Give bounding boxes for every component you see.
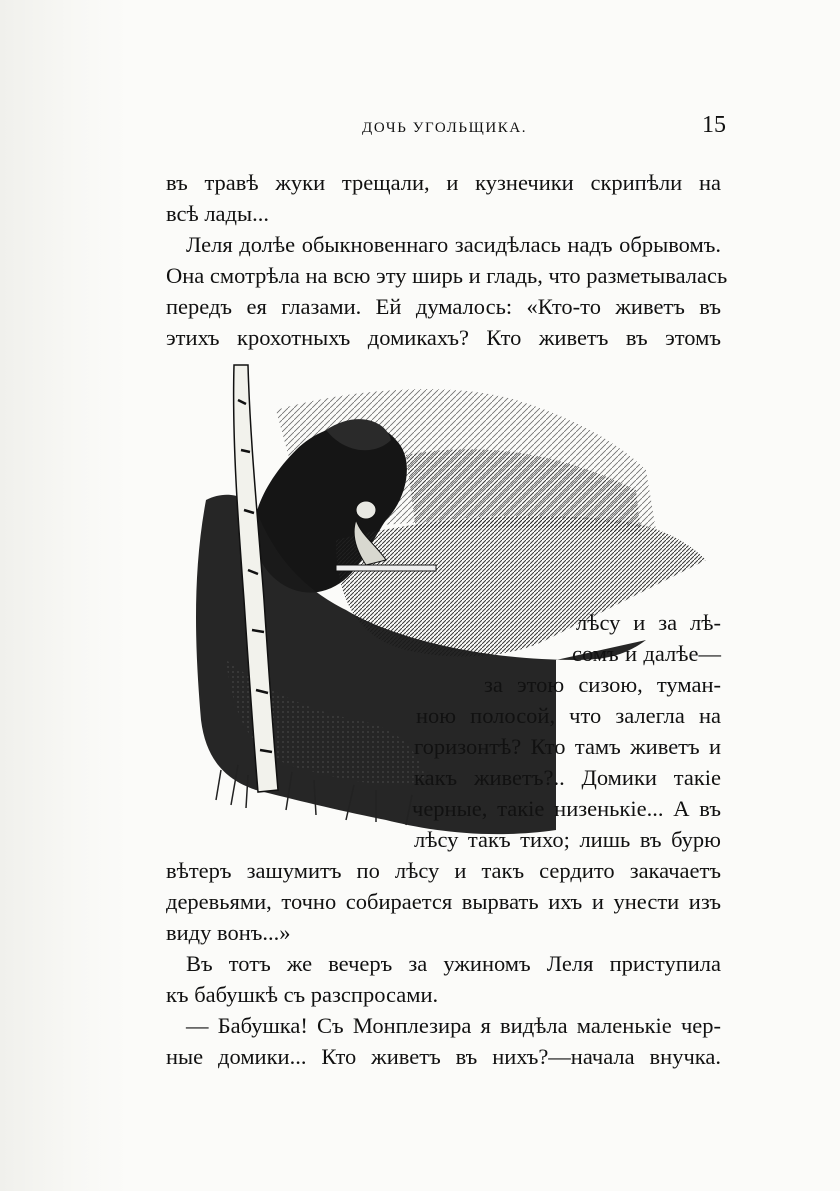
text-line: Она смотрѣла на всю эту ширь и гладь, что разметывалась	[166, 263, 728, 288]
text-line: черные, такіе низенькіе... А въ	[412, 796, 721, 821]
text-line: деревьями, точно собирается вырвать ихъ и унести изъ	[166, 889, 721, 914]
text-line: къ бабушкѣ съ разспросами.	[166, 982, 439, 1007]
text-line: этихъ крохотныхъ домикахъ? Кто живетъ въ этомъ	[166, 325, 721, 350]
text-line: вѣтеръ зашумитъ по лѣсу и такъ сердито закачаетъ	[166, 858, 721, 883]
text-line: передъ ея глазами. Ей думалось: «Кто-то живетъ въ	[166, 294, 721, 319]
text-line: лѣсу такъ тихо; лишь въ бурю	[414, 827, 721, 852]
page-number: 15	[702, 112, 726, 138]
text-line: виду вонъ...»	[166, 920, 291, 945]
text-line: Въ тотъ же вечеръ за ужиномъ Леля приступила	[186, 951, 721, 976]
text-line: всѣ лады...	[166, 201, 269, 226]
text-line: лѣсу и за лѣ-	[576, 610, 721, 635]
text-line: ною полосой, что залегла на	[416, 703, 721, 728]
text-line: — Бабушка! Съ Монплезира я видѣла маленькіе чер-	[186, 1013, 721, 1038]
text-line: ные домики... Кто живетъ въ нихъ?—начала внучка.	[166, 1044, 721, 1069]
page-edge-shadow	[0, 0, 128, 1191]
running-title: ДОЧЬ УГОЛЬЩИКА.	[362, 120, 528, 136]
text-line: какъ живетъ?.. Домики такіе	[414, 765, 721, 790]
text-line: въ травѣ жуки трещали, и кузнечики скрипѣли на	[166, 170, 721, 195]
text-line: Леля долѣе обыкновеннаго засидѣлась надъ обрывомъ.	[186, 232, 721, 257]
page-header	[166, 112, 726, 142]
text-line: за этою сизою, туман-	[484, 672, 721, 697]
text-line: горизонтѣ? Кто тамъ живетъ и	[414, 734, 721, 759]
text-line: сомъ и далѣе—	[572, 641, 721, 666]
